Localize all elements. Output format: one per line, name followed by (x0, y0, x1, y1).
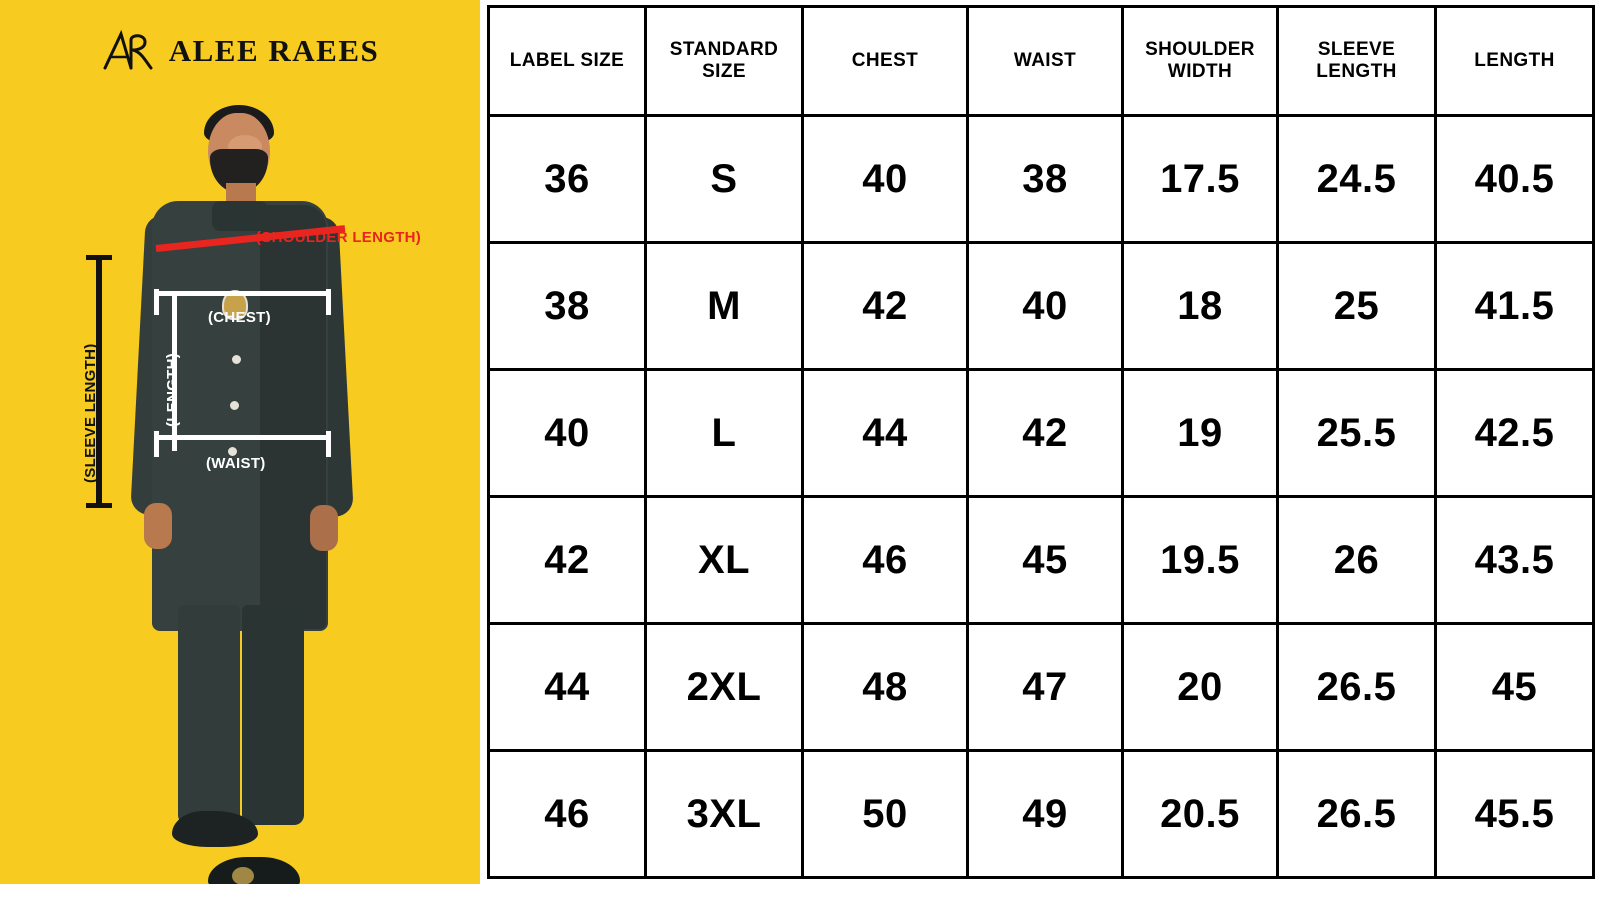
column-header-length: LENGTH (1436, 7, 1594, 116)
waist-cap-left (154, 431, 159, 457)
table-row (489, 497, 1594, 624)
column-header-label-size: LABEL SIZE (489, 7, 646, 116)
cell-waist: 49 (968, 751, 1123, 878)
chest-label: (CHEST) (208, 309, 271, 326)
model-collar (212, 201, 268, 231)
cell-sleeve-length: 24.5 (1278, 116, 1436, 243)
cell-waist: 40 (968, 243, 1123, 370)
cell-chest: 46 (803, 497, 968, 624)
sleeve-length-cap-bottom (86, 503, 112, 508)
model-right-trouser (242, 605, 304, 825)
table-row (489, 624, 1594, 751)
cell-sleeve-length: 26 (1278, 497, 1436, 624)
cell-shoulder-width: 20.5 (1123, 751, 1278, 878)
model-shoe-embroidery (232, 867, 254, 884)
cell-sleeve-length: 26.5 (1278, 751, 1436, 878)
waist-guide (154, 435, 330, 440)
cell-shoulder-width: 17.5 (1123, 116, 1278, 243)
column-header-waist: WAIST (968, 7, 1123, 116)
model-illustration (60, 105, 460, 865)
waist-cap-right (326, 431, 331, 457)
cell-sleeve-length: 25 (1278, 243, 1436, 370)
cell-shoulder-width: 19.5 (1123, 497, 1278, 624)
cell-chest: 40 (803, 116, 968, 243)
table-row (489, 370, 1594, 497)
cell-standard-size: M (646, 243, 803, 370)
length-label: (LENGTH) (164, 352, 181, 427)
column-header-shoulder-width: SHOULDER WIDTH (1123, 7, 1278, 116)
cell-shoulder-width: 19 (1123, 370, 1278, 497)
table-header-row (489, 7, 1594, 116)
cell-label-size: 44 (489, 624, 646, 751)
size-table-wrapper (480, 0, 1600, 900)
cell-label-size: 40 (489, 370, 646, 497)
chest-cap-right (326, 289, 331, 315)
chest-cap-left (154, 289, 159, 315)
model-right-shoe (208, 857, 300, 884)
column-header-standard-size: STANDARD SIZE (646, 7, 803, 116)
model-kurta-shadow (260, 205, 326, 629)
cell-shoulder-width: 18 (1123, 243, 1278, 370)
cell-shoulder-width: 20 (1123, 624, 1278, 751)
cell-sleeve-length: 25.5 (1278, 370, 1436, 497)
table-row (489, 116, 1594, 243)
cell-label-size: 42 (489, 497, 646, 624)
cell-chest: 50 (803, 751, 968, 878)
cell-sleeve-length: 26.5 (1278, 624, 1436, 751)
cell-standard-size: XL (646, 497, 803, 624)
model-left-trouser (178, 605, 240, 825)
waist-label: (WAIST) (206, 455, 266, 472)
cell-chest: 42 (803, 243, 968, 370)
illustration-panel (0, 0, 480, 884)
chest-guide (154, 291, 330, 296)
cell-chest: 44 (803, 370, 968, 497)
brand-name: ALEE RAEES (168, 33, 380, 68)
cell-length: 45.5 (1436, 751, 1594, 878)
cell-chest: 48 (803, 624, 968, 751)
cell-length: 41.5 (1436, 243, 1594, 370)
model-button (232, 355, 241, 364)
cell-label-size: 38 (489, 243, 646, 370)
sleeve-length-cap-top (86, 255, 112, 260)
cell-waist: 45 (968, 497, 1123, 624)
model-right-hand (310, 505, 338, 551)
cell-length: 43.5 (1436, 497, 1594, 624)
column-header-chest: CHEST (803, 7, 968, 116)
model-left-hand (144, 503, 172, 549)
cell-waist: 38 (968, 116, 1123, 243)
sleeve-length-label: (SLEEVE LENGTH) (82, 343, 99, 483)
cell-standard-size: 2XL (646, 624, 803, 751)
cell-waist: 42 (968, 370, 1123, 497)
cell-label-size: 36 (489, 116, 646, 243)
column-header-sleeve-length: SLEEVE LENGTH (1278, 7, 1436, 116)
ar-monogram-icon (101, 28, 155, 74)
size-table (487, 5, 1595, 879)
table-row (489, 751, 1594, 878)
cell-length: 40.5 (1436, 116, 1594, 243)
shoulder-length-label: (SHOULDER LENGTH) (256, 229, 422, 246)
model-button (230, 401, 239, 410)
cell-length: 42.5 (1436, 370, 1594, 497)
cell-standard-size: S (646, 116, 803, 243)
cell-waist: 47 (968, 624, 1123, 751)
table-row (489, 243, 1594, 370)
cell-standard-size: 3XL (646, 751, 803, 878)
cell-standard-size: L (646, 370, 803, 497)
cell-label-size: 46 (489, 751, 646, 878)
cell-length: 45 (1436, 624, 1594, 751)
brand-lockup (0, 28, 480, 74)
